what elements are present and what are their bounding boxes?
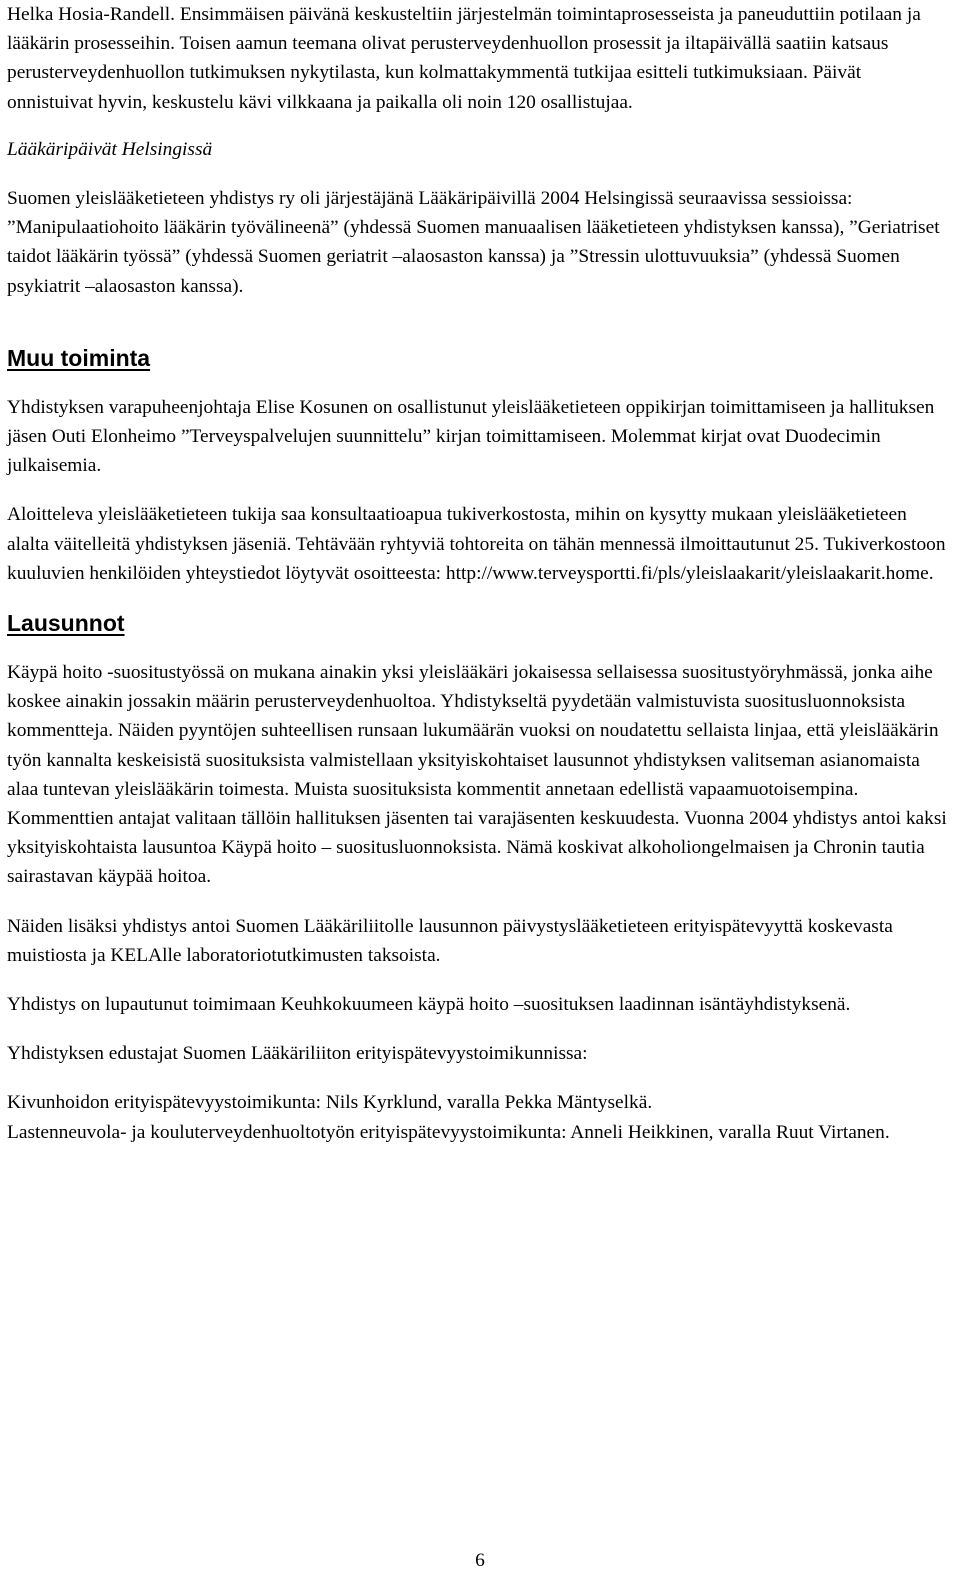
representatives-line-2: Lastenneuvola- ja kouluterveydenhuoltotyön erityispätevyystoimikunta: Anneli Heikkinen, varalla Ruut Virtanen. xyxy=(7,1121,890,1143)
document-page xyxy=(7,0,952,1147)
spacer xyxy=(7,1068,952,1088)
muu-toiminta-heading: Muu toiminta xyxy=(7,344,151,371)
spacer xyxy=(7,588,952,608)
muu-toiminta-paragraph-2: Aloitteleva yleislääketieteen tukija saa konsultaatioapua tukiverkostosta, mihin on kysytty mukaan yleislääketieteen alalta väitelleitä yhdistyksen jäseniä. Tehtävään ryhtyviä tohtoreita on tähän mennessä ilmoittautunut 25. Tukiverkostoon kuuluvien henkilöiden yhteystiedot löytyvät osoitteesta: http://www.terveysportti.fi/pls/yleislaakarit/yleislaakarit.home. xyxy=(7,504,946,584)
spacer xyxy=(7,892,952,912)
lausunnot-paragraph-2: Näiden lisäksi yhdistys antoi Suomen Lääkäriliitolle lausunnon päivystyslääketieteen erityispätevyyttä koskevasta muistiosta ja KELAlle laboratoriotutkimusten taksoista. xyxy=(7,915,893,966)
lausunnot-paragraph-1: Käypä hoito -suositustyössä on mukana ainakin yksi yleislääkäri jokaisessa sellaisessa suositustyöryhmässä, jonka aihe koskee ainakin jossakin määrin perusterveydenhuoltoa. Yhdistykseltä pyydetään valmistuvista suositusluonnoksista kommentteja. Näiden pyyntöjen suhteellisen runsaan lukumäärän vuoksi on noudatettu sellaista linjaa, että yleislääkärin työn kannalta keskeisistä suosituksista valmistellaan yksityiskohtaiset lausunnot yhdistyksen valitseman asianomaista alaa tuntevan yleislääkärin toimesta. Muista suosituksista kommentit annetaan edellistä vapaamuotoisempina. Kommenttien antajat valitaan tällöin hallituksen jäsenten tai varajäsenten keskuudesta. Vuonna 2004 yhdistys antoi kaksi yksityiskohtaista lausuntoa Käypä hoito – suositusluonnoksista. Nämä koskivat alkoholiongelmaisen ja Chronin tautia sairastavan käypää hoitoa. xyxy=(7,662,947,888)
spacer xyxy=(7,480,952,500)
spacer xyxy=(7,1019,952,1039)
lausunnot-paragraph-3: Yhdistys on lupautunut toimimaan Keuhkokuumeen käypä hoito –suosituksen laadinnan isäntäyhdistyksenä. xyxy=(7,994,851,1016)
representatives-line-1: Kivunhoidon erityispätevyystoimikunta: Nils Kyrklund, varalla Pekka Mäntyselkä. xyxy=(7,1092,653,1114)
spacer xyxy=(7,164,952,184)
spacer xyxy=(7,970,952,990)
helsinki-paragraph: Suomen yleislääketieteen yhdistys ry oli järjestäjänä Lääkäripäivillä 2004 Helsingissä seuraavissa sessioissa: ”Manipulaatiohoito lääkärin työvälineenä” (yhdessä Suomen manuaalisen lääketieteen yhdistyksen kanssa), ”Geriatriset taidot lääkärin työssä” (yhdessä Suomen geriatrit –alaosaston kanssa) ja ”Stressin ulottuvuuksia” (yhdessä Suomen psykiatrit –alaosaston kanssa). xyxy=(7,188,940,297)
page-number: 6 xyxy=(475,1550,485,1571)
lausunnot-paragraph-4: Yhdistyksen edustajat Suomen Lääkäriliiton erityispätevyystoimikunnissa: xyxy=(7,1043,588,1065)
muu-toiminta-paragraph-1: Yhdistyksen varapuheenjohtaja Elise Kosunen on osallistunut yleislääketieteen oppikirjan toimittamiseen ja hallituksen jäsen Outi Elonheimo ”Terveyspalvelujen suunnittelu” kirjan toimittamiseen. Molemmat kirjat ovat Duodecimin julkaisemia. xyxy=(7,396,935,477)
helsinki-subheading: Lääkäripäivät Helsingissä xyxy=(7,138,213,160)
intro-paragraph: Helka Hosia-Randell. Ensimmäisen päivänä keskusteltiin järjestelmän toimintaprosesseista ja paneuduttiin potilaan ja lääkärin prosesseihin. Toisen aamun teemana olivat perusterveydenhuollon prosessit ja iltapäivällä saatiin katsaus perusterveydenhuollon tutkimuksen nykytilasta, kun kolmattakymmentä tutkijaa esitteli tutkimuksiaan. Päivät onnistuivat hyvin, keskustelu kävi vilkkaana ja paikalla oli noin 120 osallistujaa. xyxy=(7,4,921,113)
lausunnot-heading: Lausunnot xyxy=(7,610,125,637)
spacer xyxy=(7,638,952,658)
spacer xyxy=(7,117,952,135)
spacer xyxy=(7,301,952,343)
spacer xyxy=(7,373,952,393)
